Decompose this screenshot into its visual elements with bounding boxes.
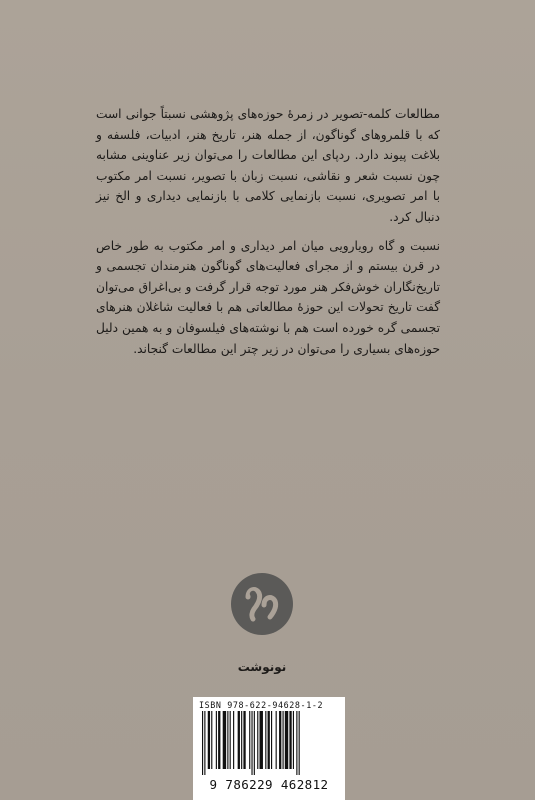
barcode-bar: [268, 711, 270, 769]
barcode-bar: [202, 711, 203, 775]
isbn-label: ISBN 978-622-94628-1-2: [199, 700, 324, 710]
barcode-bar: [279, 711, 281, 769]
barcode-bars: [202, 711, 336, 775]
barcode-bar: [233, 711, 234, 769]
barcode-bar: [260, 711, 263, 769]
barcode-bar: [296, 711, 297, 775]
publisher-logo-icon: [231, 573, 293, 635]
back-cover-blurb: [96, 104, 440, 359]
barcode-bar: [283, 711, 284, 769]
barcode-bar: [208, 711, 210, 769]
barcode-bar: [257, 711, 258, 769]
barcode-bar: [293, 711, 294, 769]
blurb-paragraph: نسبت و گاه رویارویی میان امر دیداری و امر مکتوب به طور خاص در قرن بیستم و از مجرای فعالیت‌های گوناگون هنرمندان تجسمی و تاریخ‌نگاران خوش‌فکر هنر مورد توجه قرار گرفت و بی‌اغراق می‌توان گفت تاریخ تحولات این حوزهٔ مطالعاتی هم با فعالیت شاغلان هنرهای تجسمی گره خورده است هم با نوشته‌های فیلسوفان و به همین دلیل حوزه‌های بسیاری را می‌توان در زیر چتر این مطالعات گنجاند.: [96, 238, 440, 356]
barcode-bar: [218, 711, 220, 769]
barcode-bar: [254, 711, 255, 775]
blurb-paragraph: مطالعات کلمه-تصویر در زمرهٔ حوزه‌های پژوهشی نسبتاً جوانی است که با قلمروهای گوناگون، از جمله هنر، تاریخ هنر، ادبیات، فلسفه و بلاغت پیوند دارد. ردپای این مطالعات را می‌توان زیر عناوینی مشابه چون نسبت شعر و نقاشی، نسبت زبان با تصویر، نسبت امر مکتوب با امر تصویری، نسبت بازنمایی کلامی با بازنمایی دیداری و الخ نیز دنبال کرد.: [96, 107, 440, 224]
barcode-bar: [230, 711, 231, 769]
barcode-bar: [204, 711, 205, 775]
barcode-bar: [265, 711, 266, 769]
publisher-name: نونوشت: [237, 660, 287, 674]
barcode-bar: [211, 711, 212, 769]
barcode-bar: [241, 711, 242, 769]
barcode-bar: [276, 711, 277, 769]
barcode-bar: [251, 711, 252, 775]
barcode-bar: [285, 711, 288, 769]
barcode-bar: [289, 711, 291, 769]
barcode-bar: [271, 711, 272, 769]
barcode-digits: 9 786229 462812: [209, 777, 329, 792]
barcode: [193, 697, 345, 800]
barcode-bar: [227, 711, 228, 769]
barcode-bar: [243, 711, 245, 769]
barcode-bar: [223, 711, 226, 769]
barcode-bar: [249, 711, 250, 769]
barcode-bar: [216, 711, 217, 769]
barcode-bar: [238, 711, 240, 769]
barcode-bar: [299, 711, 300, 775]
